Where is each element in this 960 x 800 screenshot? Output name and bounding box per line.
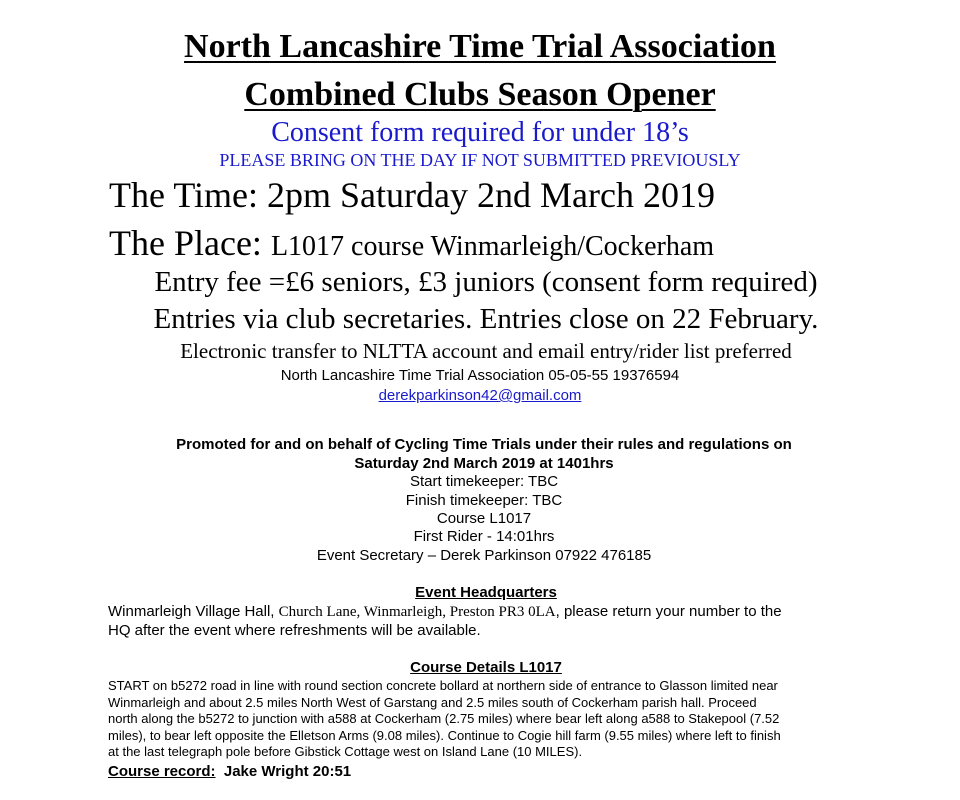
course-line: miles), to bear left opposite the Elletson Arms (9.08 miles). Continue to Cogie hill farm (9.55 miles) where left to finish [108, 727, 781, 743]
course-line: Winmarleigh and about 2.5 miles North West of Garstang and 2.5 miles south of Cockerham parish hall. Proceed [108, 694, 757, 710]
course-heading: Course Details L1017 [410, 659, 562, 676]
email-link[interactable]: derekparkinson42@gmail.com [378, 387, 582, 404]
consent-notice: Consent form required for under 18’s [271, 117, 689, 148]
time-value: 2pm Saturday 2nd March 2019 [267, 175, 715, 215]
bring-notice: PLEASE BRING ON THE DAY IF NOT SUBMITTED PREVIOUSLY [219, 150, 741, 170]
event-secretary: Event Secretary – Derek Parkinson 07922 476185 [316, 547, 652, 564]
hq-heading: Event Headquarters [415, 584, 557, 601]
course-record [108, 763, 351, 780]
place-value: L1017 course Winmarleigh/Cockerham [270, 231, 715, 262]
course-record-value: Jake Wright 20:51 [215, 763, 352, 780]
email-row [0, 387, 960, 404]
hq-address: Church Lane, Winmarleigh, Preston PR3 0LA [278, 604, 556, 620]
transfer-info: Electronic transfer to NLTTA account and email entry/rider list preferred [180, 339, 792, 363]
document-subtitle: Combined Clubs Season Opener [244, 76, 716, 113]
course-line: north along the b5272 to junction with a588 at Cockerham (2.75 miles) where bear left along a588 to Stakepool (7.52 [108, 711, 780, 727]
time-label: The Time: [109, 175, 268, 215]
hq-venue: Winmarleigh Village Hall, [108, 603, 279, 620]
start-timekeeper: Start timekeeper: TBC [409, 473, 559, 490]
first-rider: First Rider - 14:01hrs [413, 528, 555, 545]
course-line: at the last telegraph pole before Gibstick Cottage west on Island Lane (10 MILES). [108, 744, 583, 760]
account-info: North Lancashire Time Trial Association 05-05-55 19376594 [280, 367, 680, 384]
promotion-line-2: Saturday 2nd March 2019 at 1401hrs [354, 455, 614, 472]
hq-line-1 [108, 603, 782, 621]
event-place [109, 222, 714, 264]
course-line: START on b5272 road in line with round section concrete bollard at northern side of entrance to Glasson limited near [108, 678, 778, 693]
promotion-line-1: Promoted for and on behalf of Cycling Time Trials under their rules and regulations on [176, 436, 792, 453]
hq-rest: , please return your number to the [555, 603, 782, 620]
event-time [109, 174, 715, 216]
hq-line-2: HQ after the event where refreshments will be available. [108, 622, 481, 639]
entries-info: Entries via club secretaries. Entries close on 22 February. [153, 303, 819, 335]
place-label: The Place: [109, 223, 271, 263]
finish-timekeeper: Finish timekeeper: TBC [405, 492, 563, 509]
course-record-label: Course record: [108, 763, 216, 780]
entry-fee: Entry fee =£6 seniors, £3 juniors (consent form required) [154, 266, 818, 298]
course-code: Course L1017 [436, 510, 532, 527]
document-title: North Lancashire Time Trial Association [184, 28, 776, 65]
course-description [108, 678, 781, 761]
